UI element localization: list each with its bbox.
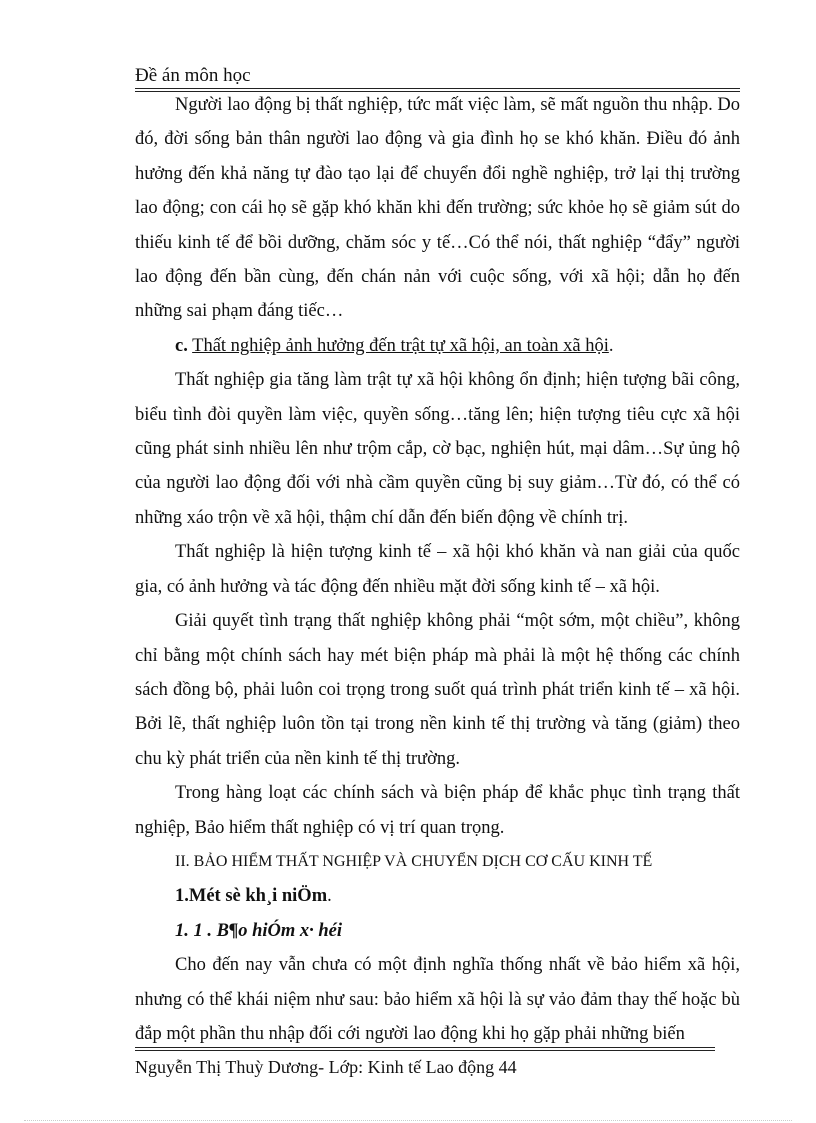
heading-1-text: 1.Mét sè kh¸i niÖm [175, 886, 328, 907]
heading-1 [135, 879, 740, 913]
paragraph: Giải quyết tình trạng thất nghiệp không phải “một sớm, một chiều”, không chỉ bằng một chính sách hay mét biện pháp mà phải là một hệ thống các chính sách đồng bộ, phải luôn coi trọng trong suốt quá trình phát triển kinh tế – xã hội. Bởi lẽ, thất nghiệp luôn tồn tại trong nền kinh tế thị trường và tăng (giảm) theo chu kỳ phát triển của nền kinh tế thị trường. [135, 611, 740, 769]
paragraph: Trong hàng loạt các chính sách và biện pháp để khắc phục tình trạng thất nghiệp, Bảo hiểm thất nghiệp có vị trí quan trọng. [135, 783, 740, 838]
header-title: Đề án môn học [135, 65, 251, 86]
subsection-label: c. [175, 335, 188, 356]
footer-rule-bottom [135, 1050, 715, 1051]
document-body [135, 88, 740, 1051]
section-heading-ii: II. BẢO HIỂM THẤT NGHIỆP VÀ CHUYỂN DỊCH CƠ CẤU KINH TẾ [175, 852, 653, 870]
footer-rule-top [135, 1047, 715, 1048]
heading-1-1: 1. 1 . B¶o hiÓm x· héi [175, 920, 343, 941]
subsection-period: . [608, 335, 614, 356]
paragraph: Người lao động bị thất nghiệp, tức mất việc làm, sẽ mất nguồn thu nhập. Do đó, đời sống bản thân người lao động và gia đình họ se khó khăn. Điều đó ảnh hưởng đến khả năng tự đào tạo lại để chuyển đổi nghề nghiệp, trở lại thị trường lao động; con cái họ sẽ gặp khó khăn khi đến trường; sức khỏe họ sẽ giảm sút do thiếu kinh tế để bồi dưỡng, chăm sóc y tế…Có thể nói, thất nghiệp “đẩy” người lao động đến bần cùng, đến chán nản với cuộc sống, với xã hội; dẫn họ đến những sai phạm đáng tiếc… [135, 95, 740, 322]
page-bottom-edge [24, 1120, 792, 1121]
footer-text: Nguyễn Thị Thuỳ Dương- Lớp: Kinh tế Lao động 44 [135, 1057, 517, 1077]
paragraph: Cho đến nay vẫn chưa có một định nghĩa thống nhất về bảo hiểm xã hội, nhưng có thể khái niệm như sau: bảo hiểm xã hội là sự vảo đảm thay thế hoặc bù đắp một phần thu nhập đối cới người lao động khi họ gặp phải những biến [135, 955, 740, 1044]
heading-1-period: . [327, 886, 332, 907]
paragraph: Thất nghiệp gia tăng làm trật tự xã hội không ổn định; hiện tượng bãi công, biểu tình đòi quyền làm việc, quyền sống…tăng lên; hiện tượng tiêu cực xã hội cũng phát sinh nhiều lên như trộm cắp, cờ bạc, nghiện hút, mại dâm…Sự ủng hộ của người lao động đối với nhà cầm quyền cũng bị suy giảm…Từ đó, có thể có những xáo trộn về xã hội, thậm chí dẫn đến biến động về chính trị. [135, 370, 740, 528]
paragraph: Thất nghiệp là hiện tượng kinh tế – xã hội khó khăn và nan giải của quốc gia, có ảnh hưởng và tác động đến nhiều mặt đời sống kinh tế – xã hội. [135, 542, 740, 597]
subsection-heading-c [135, 329, 740, 363]
subsection-title: Thất nghiệp ảnh hưởng đến trật tự xã hội, an toàn xã hội [192, 335, 609, 356]
